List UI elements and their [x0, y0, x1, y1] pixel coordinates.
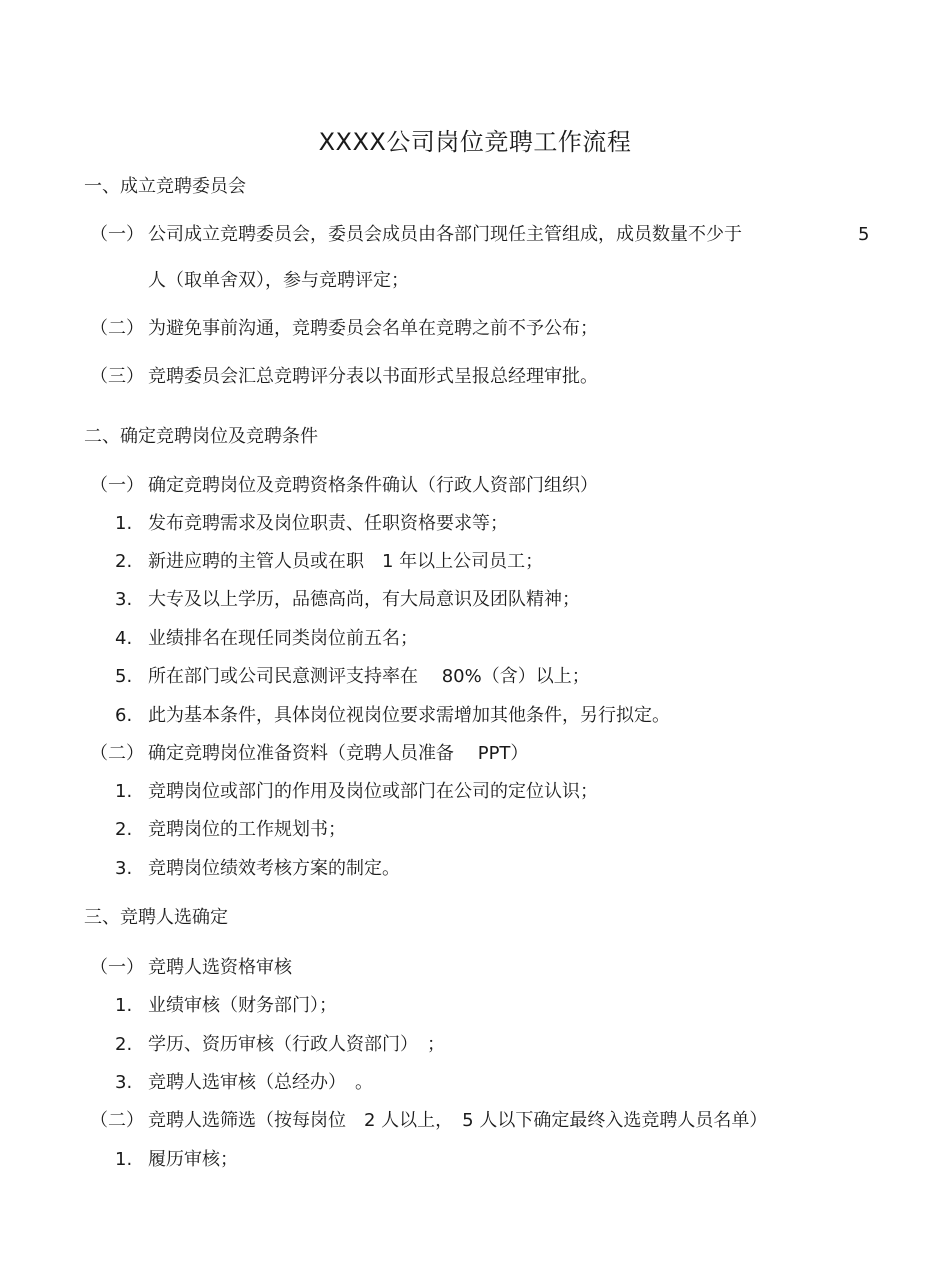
section-2-sub-1-number: （一） [90, 475, 144, 496]
section-1-sub-2-text: 为避免事前沟通，竞聘委员会名单在竞聘之前不予公布； [148, 318, 598, 339]
list-item-number: 3. [115, 1072, 133, 1093]
section-2-sub-2-number: （二） [90, 743, 144, 764]
section-3-sub-1-number: （一） [90, 957, 144, 978]
list-item: 竞聘岗位或部门的作用及岗位或部门在公司的定位认识； [148, 781, 598, 802]
list-item-number: 1. [115, 1149, 133, 1170]
section-2-sub-2-text: 确定竞聘岗位准备资料（竞聘人员准备 PPT） [148, 743, 529, 764]
document-title: XXXX公司岗位竞聘工作流程 [318, 128, 632, 156]
section-1-sub-1-number: （一） [90, 224, 144, 245]
list-item: 大专及以上学历，品德高尚，有大局意识及团队精神； [148, 589, 580, 610]
section-3-sub-2-number: （二） [90, 1110, 144, 1131]
list-item: 业绩排名在现任同类岗位前五名； [148, 628, 418, 649]
list-item-number: 2. [115, 551, 133, 572]
list-item-number: 2. [115, 1034, 133, 1055]
section-1-sub-2-number: （二） [90, 318, 144, 339]
list-item: 业绩审核（财务部门）； [148, 995, 337, 1016]
list-item: 竞聘岗位绩效考核方案的制定。 [148, 858, 400, 879]
section-3-heading: 三、竞聘人选确定 [84, 907, 228, 928]
list-item-number: 5. [115, 666, 133, 687]
list-item-number: 3. [115, 858, 133, 879]
section-1-sub-3-text: 竞聘委员会汇总竞聘评分表以书面形式呈报总经理审批。 [148, 366, 598, 387]
list-item-number: 4. [115, 628, 133, 649]
list-item-number: 6. [115, 705, 133, 726]
section-1-sub-1-continuation: 人（取单舍双），参与竞聘评定； [148, 270, 409, 291]
list-item: 发布竞聘需求及岗位职责、任职资格要求等； [148, 513, 508, 534]
list-item: 竞聘岗位的工作规划书； [148, 819, 346, 840]
list-item-number: 1. [115, 513, 133, 534]
list-item: 此为基本条件，具体岗位视岗位要求需增加其他条件，另行拟定。 [148, 705, 670, 726]
list-item-number: 1. [115, 781, 133, 802]
section-3-sub-1-text: 竞聘人选资格审核 [148, 957, 292, 978]
list-item-number: 1. [115, 995, 133, 1016]
section-1-heading: 一、成立竞聘委员会 [84, 176, 246, 197]
list-item: 履历审核； [148, 1149, 238, 1170]
section-1-sub-1-tail: 5 [858, 224, 870, 245]
list-item: 所在部门或公司民意测评支持率在 80%（含）以上； [148, 666, 590, 687]
list-item: 竞聘人选审核（总经办） 。 [148, 1072, 373, 1093]
list-item: 学历、资历审核（行政人资部门） ； [148, 1034, 445, 1055]
list-item-number: 3. [115, 589, 133, 610]
list-item-number: 2. [115, 819, 133, 840]
section-2-heading: 二、确定竞聘岗位及竞聘条件 [84, 426, 318, 447]
section-2-sub-1-text: 确定竞聘岗位及竞聘资格条件确认（行政人资部门组织） [148, 475, 598, 496]
section-1-sub-3-number: （三） [90, 366, 144, 387]
list-item: 新进应聘的主管人员或在职 1 年以上公司员工； [148, 551, 544, 572]
section-3-sub-2-text: 竞聘人选筛选（按每岗位 2 人以上， 5 人以下确定最终入选竞聘人员名单） [148, 1110, 768, 1131]
section-1-sub-1-text: 公司成立竞聘委员会，委员会成员由各部门现任主管组成，成员数量不少于 [148, 224, 742, 245]
